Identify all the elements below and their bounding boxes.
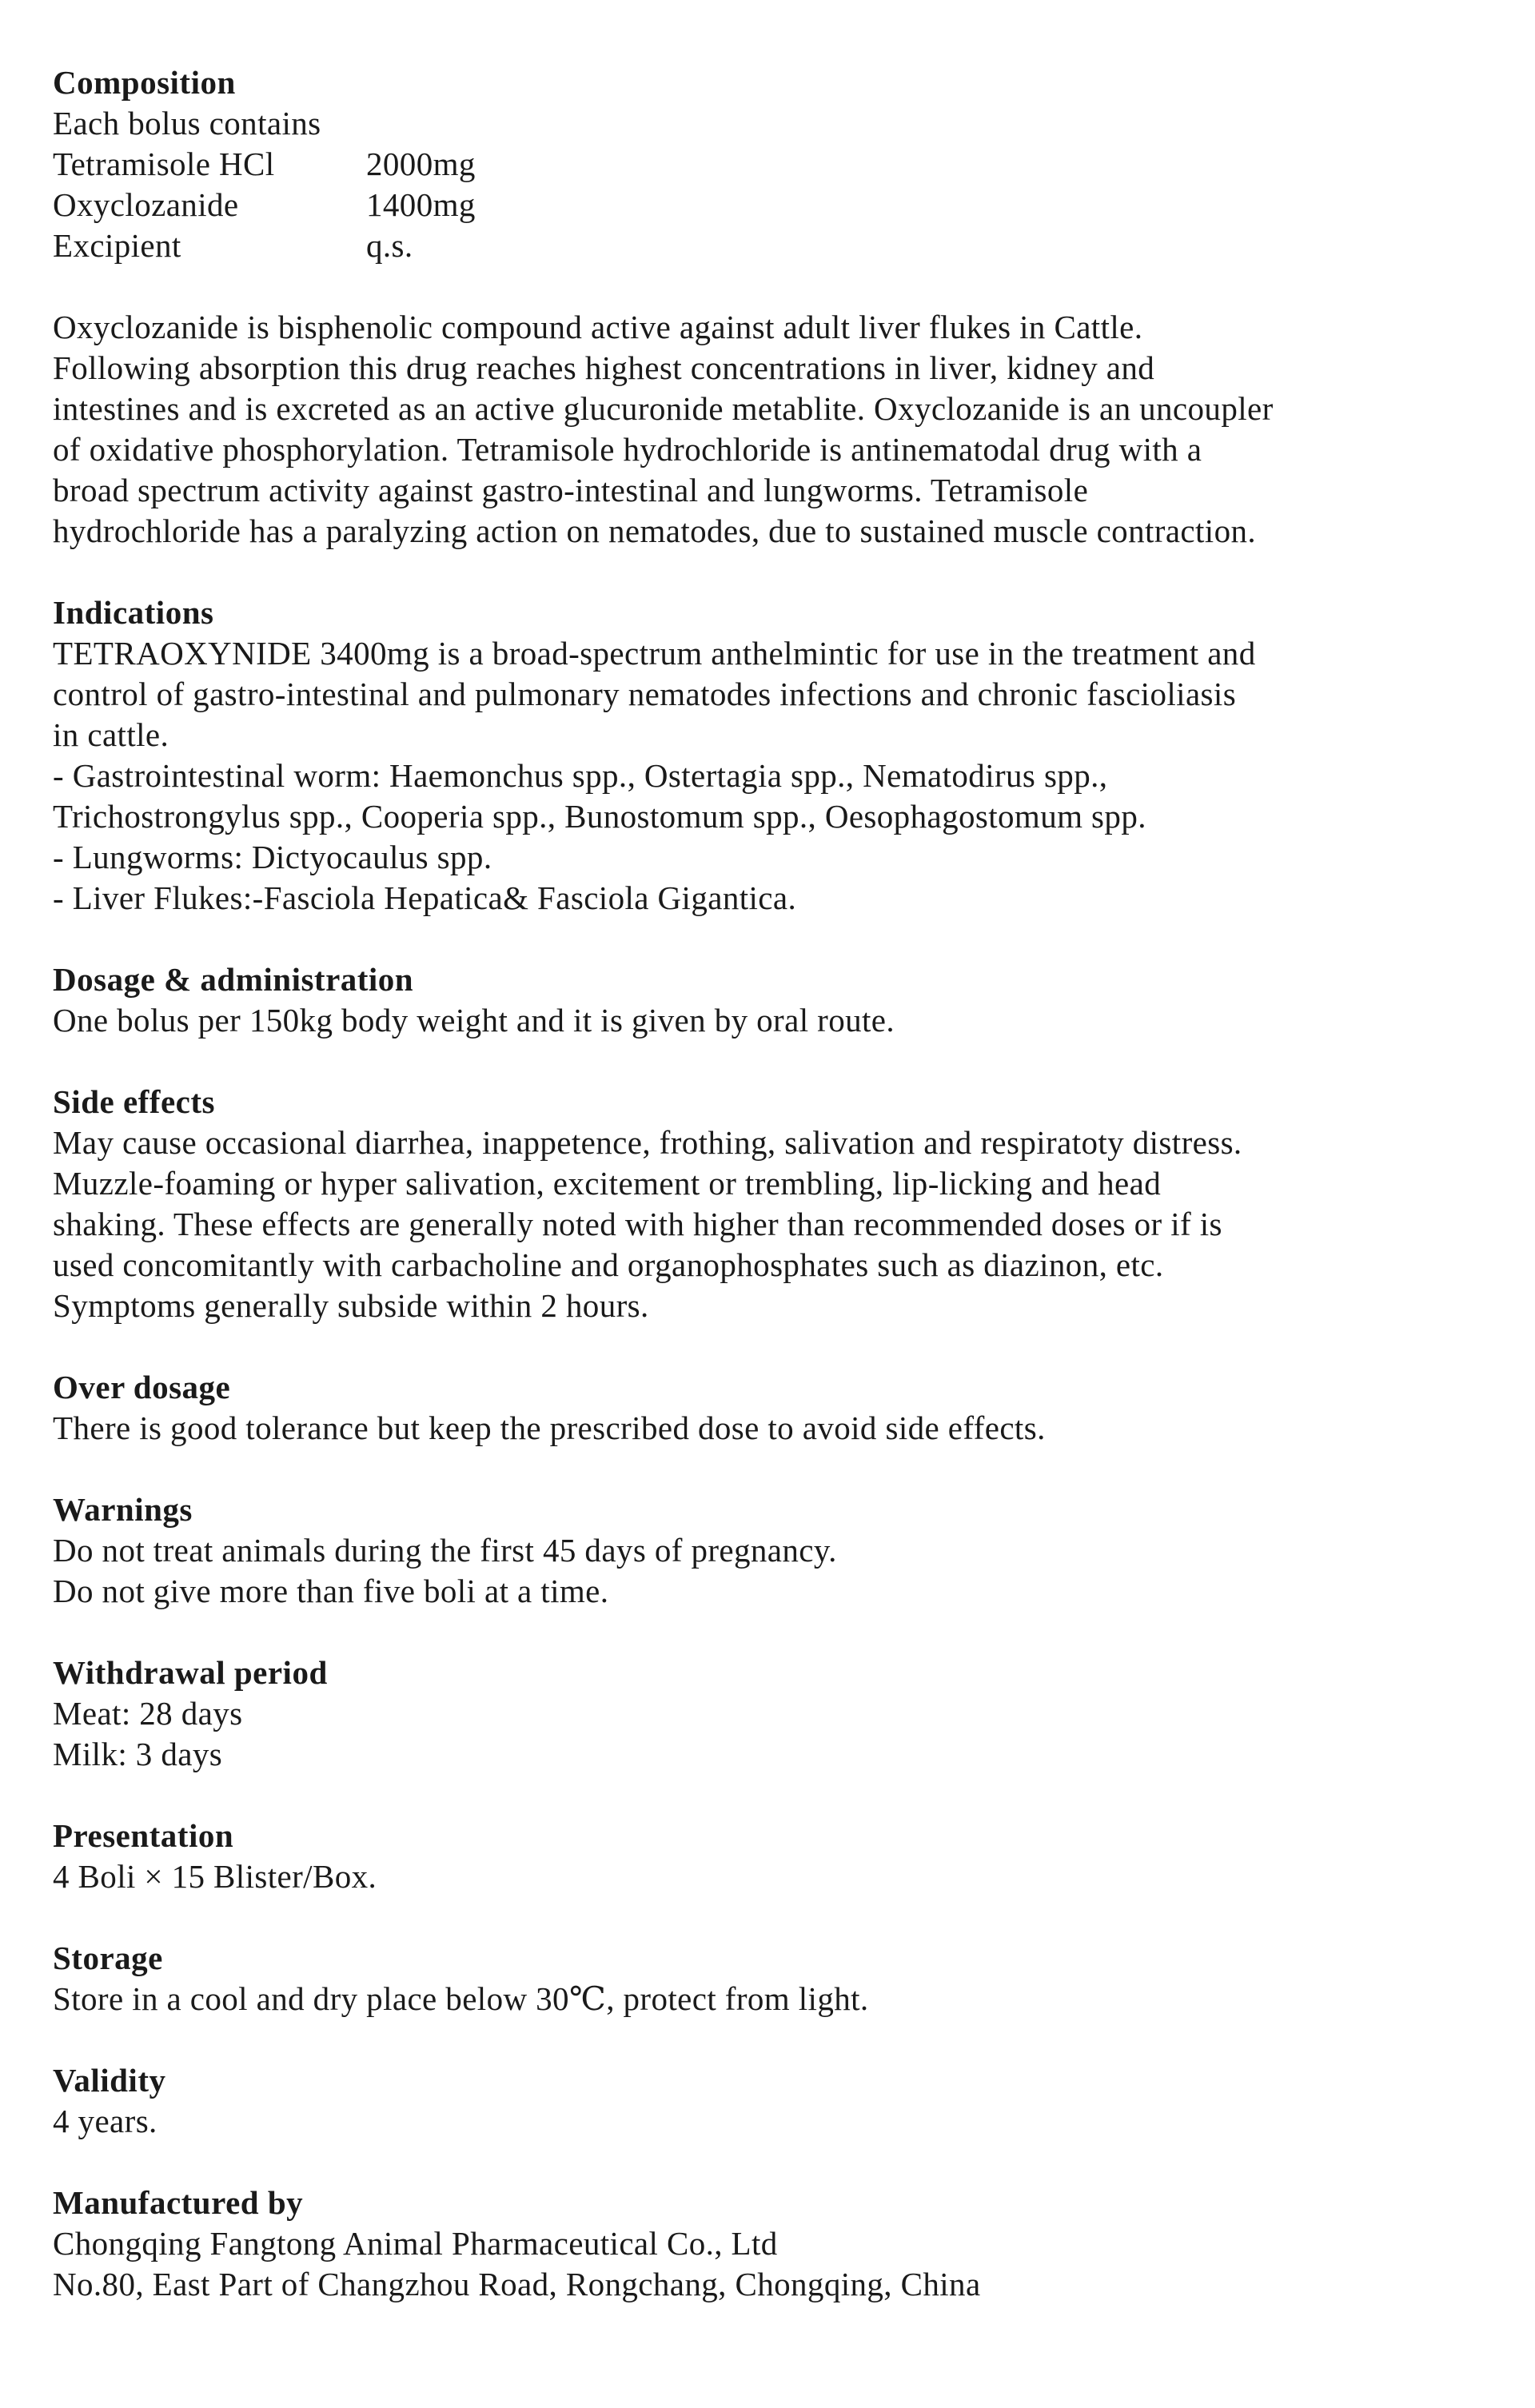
withdrawal-section bbox=[53, 1653, 1508, 1775]
side-effects-line: Symptoms generally subside within 2 hours. bbox=[53, 1287, 649, 1324]
warnings-line: Do not give more than five boli at a time. bbox=[53, 1573, 609, 1609]
composition-row bbox=[53, 225, 1508, 266]
manufacturer-line: No.80, East Part of Changzhou Road, Rongchang, Chongqing, China bbox=[53, 2266, 981, 2302]
indications-line: - Gastrointestinal worm: Haemonchus spp., Ostertagia spp., Nematodirus spp., bbox=[53, 757, 1108, 794]
side-effects-line: Muzzle-foaming or hyper salivation, excitement or trembling, lip-licking and head bbox=[53, 1165, 1162, 1202]
description-line: Following absorption this drug reaches highest concentrations in liver, kidney and bbox=[53, 349, 1155, 386]
dosage-heading: Dosage & administration bbox=[53, 961, 414, 998]
indications-line: - Liver Flukes:-Fasciola Hepatica& Fasciola Gigantica. bbox=[53, 879, 797, 916]
leaflet-page bbox=[53, 62, 1508, 2346]
withdrawal-heading: Withdrawal period bbox=[53, 1654, 328, 1691]
side-effects-line: May cause occasional diarrhea, inappetence, frothing, salivation and respiratoty distress. bbox=[53, 1124, 1242, 1161]
indications-line: - Lungworms: Dictyocaulus spp. bbox=[53, 839, 492, 875]
presentation-section bbox=[53, 1816, 1508, 1897]
presentation-heading: Presentation bbox=[53, 1817, 234, 1854]
composition-row bbox=[53, 185, 1508, 225]
over-dosage-line: There is good tolerance but keep the prescribed dose to avoid side effects. bbox=[53, 1409, 1046, 1446]
manufacturer-heading: Manufactured by bbox=[53, 2184, 304, 2221]
side-effects-line: used concomitantly with carbacholine and organophosphates such as diazinon, etc. bbox=[53, 1246, 1164, 1283]
ingredient-amount: 1400mg bbox=[366, 186, 476, 223]
storage-line: Store in a cool and dry place below 30℃, protect from light. bbox=[53, 1980, 869, 2017]
warnings-heading: Warnings bbox=[53, 1491, 193, 1528]
warnings-line: Do not treat animals during the first 45 days of pregnancy. bbox=[53, 1532, 837, 1569]
withdrawal-line: Milk: 3 days bbox=[53, 1736, 223, 1772]
side-effects-section bbox=[53, 1082, 1508, 1326]
ingredient-name: Tetramisole HCl bbox=[53, 146, 275, 182]
ingredient-amount: q.s. bbox=[366, 227, 413, 264]
ingredient-name: Oxyclozanide bbox=[53, 186, 239, 223]
description-line: hydrochloride has a paralyzing action on nematodes, due to sustained muscle contraction. bbox=[53, 512, 1257, 549]
warnings-section bbox=[53, 1489, 1508, 1612]
validity-line: 4 years. bbox=[53, 2103, 157, 2139]
indications-section bbox=[53, 592, 1508, 919]
manufacturer-section bbox=[53, 2183, 1508, 2305]
description-line: of oxidative phosphorylation. Tetramisole hydrochloride is antinematodal drug with a bbox=[53, 431, 1202, 468]
composition-row bbox=[53, 144, 1508, 185]
storage-section bbox=[53, 1938, 1508, 2019]
dosage-section bbox=[53, 959, 1508, 1041]
validity-section bbox=[53, 2060, 1508, 2142]
indications-heading: Indications bbox=[53, 594, 214, 631]
description-section bbox=[53, 307, 1508, 552]
composition-heading: Composition bbox=[53, 64, 236, 101]
over-dosage-section bbox=[53, 1367, 1508, 1449]
side-effects-heading: Side effects bbox=[53, 1083, 215, 1120]
presentation-line: 4 Boli × 15 Blister/Box. bbox=[53, 1858, 377, 1895]
composition-intro: Each bolus contains bbox=[53, 105, 321, 142]
side-effects-line: shaking. These effects are generally noted with higher than recommended doses or if is bbox=[53, 1206, 1222, 1242]
dosage-line: One bolus per 150kg body weight and it is given by oral route. bbox=[53, 1002, 895, 1039]
manufacturer-line: Chongqing Fangtong Animal Pharmaceutical Co., Ltd bbox=[53, 2225, 778, 2262]
description-line: broad spectrum activity against gastro-intestinal and lungworms. Tetramisole bbox=[53, 472, 1089, 508]
withdrawal-line: Meat: 28 days bbox=[53, 1695, 243, 1732]
indications-line: control of gastro-intestinal and pulmonary nematodes infections and chronic fascioliasis bbox=[53, 676, 1237, 712]
ingredient-amount: 2000mg bbox=[366, 146, 476, 182]
indications-line: Trichostrongylus spp., Cooperia spp., Bunostomum spp., Oesophagostomum spp. bbox=[53, 798, 1146, 835]
composition-section bbox=[53, 62, 1508, 266]
ingredient-name: Excipient bbox=[53, 227, 181, 264]
description-line: intestines and is excreted as an active glucuronide metablite. Oxyclozanide is an uncoupler bbox=[53, 390, 1274, 427]
storage-heading: Storage bbox=[53, 1940, 163, 1976]
validity-heading: Validity bbox=[53, 2062, 166, 2099]
description-line: Oxyclozanide is bisphenolic compound active against adult liver flukes in Cattle. bbox=[53, 309, 1143, 345]
indications-line: TETRAOXYNIDE 3400mg is a broad-spectrum anthelmintic for use in the treatment and bbox=[53, 635, 1256, 672]
indications-line: in cattle. bbox=[53, 716, 169, 753]
over-dosage-heading: Over dosage bbox=[53, 1369, 231, 1405]
